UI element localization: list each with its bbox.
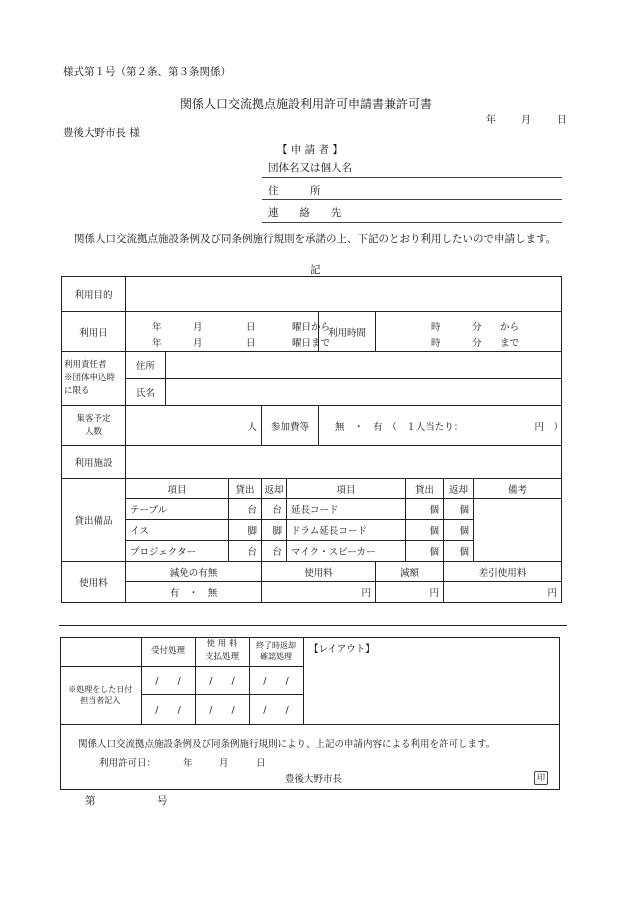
reception-date-2[interactable]: / / bbox=[141, 694, 195, 724]
applicant-contact-label: 連 絡 先 bbox=[268, 207, 342, 219]
fee-label: 参加費等 bbox=[262, 406, 319, 446]
return-date-1[interactable]: / / bbox=[249, 666, 303, 694]
applicant-contact-line bbox=[262, 222, 562, 223]
attendance-field[interactable]: 人 bbox=[126, 406, 262, 446]
rental-header-lend1: 貸出 bbox=[229, 479, 262, 499]
rental-header-item1: 項目 bbox=[126, 479, 229, 499]
rental-header-lend2: 貸出 bbox=[406, 479, 444, 499]
office-note-header bbox=[60, 637, 141, 666]
attendance-label bbox=[62, 406, 126, 446]
usage-fee-value-row bbox=[62, 582, 562, 603]
layout-label: 【レイアウト】 bbox=[309, 644, 375, 655]
rental-return1[interactable]: 台 bbox=[262, 541, 287, 562]
fee-field[interactable]: 無 ・ 有 （ １人当たり： 円 ） bbox=[319, 406, 562, 446]
return-date-2[interactable]: / / bbox=[249, 694, 303, 724]
time-to-suffix: まで bbox=[500, 337, 520, 349]
rental-remarks-field[interactable] bbox=[474, 499, 562, 562]
seal-mark: 印 bbox=[534, 771, 548, 785]
fee-header-usage: 使用料 bbox=[262, 562, 376, 582]
date-to-day: 日 bbox=[246, 337, 256, 349]
mayor-title: 豊後大野市長 bbox=[285, 774, 343, 785]
time-to-hour: 時 bbox=[431, 337, 441, 349]
number-dai: 第 bbox=[85, 795, 96, 807]
office-header-payment-line2: 支払処理 bbox=[204, 652, 239, 663]
facility-label: 利用施設 bbox=[62, 446, 126, 479]
fee-header-reduction: 減額 bbox=[376, 562, 444, 582]
permit-year: 年 bbox=[183, 758, 193, 769]
rental-item2: 延長コード bbox=[287, 499, 406, 520]
fee-header-exemption: 減免の有無 bbox=[126, 562, 262, 582]
office-header-return bbox=[249, 637, 303, 666]
purpose-field[interactable] bbox=[126, 277, 562, 312]
responsible-address-label: 住所 bbox=[126, 352, 166, 379]
rental-lend1[interactable]: 台 bbox=[229, 499, 262, 520]
date-from-year: 年 bbox=[152, 321, 162, 333]
number-go: 号 bbox=[157, 795, 168, 807]
rental-item1: プロジェクター bbox=[126, 541, 229, 562]
rental-lend1[interactable]: 台 bbox=[229, 541, 262, 562]
rental-lend2[interactable]: 個 bbox=[406, 520, 444, 541]
office-header-payment-line1: 使 用 料 bbox=[206, 639, 238, 650]
rental-item1: イス bbox=[126, 520, 229, 541]
rental-return2[interactable]: 個 bbox=[444, 499, 474, 520]
intro-text: 関係人口交流拠点施設条例及び同条例施行規則を承諾の上、下記のとおり利用したいので申請します。 bbox=[74, 233, 557, 245]
attendance-label-line1: 集客予定 bbox=[76, 413, 111, 424]
date-to-year: 年 bbox=[152, 337, 162, 349]
usage-fee-header-row bbox=[62, 562, 562, 582]
rental-item2: ドラム延長コード bbox=[287, 520, 406, 541]
time-to-minute: 分 bbox=[472, 337, 482, 349]
rental-header-return2: 返却 bbox=[444, 479, 474, 499]
rental-item2: マイク・スピーカー bbox=[287, 541, 406, 562]
applicant-address-line bbox=[262, 199, 562, 200]
date-field[interactable] bbox=[126, 312, 331, 352]
rental-header-return1: 返却 bbox=[262, 479, 287, 499]
responsible-name-row bbox=[62, 379, 562, 406]
time-from-suffix: から bbox=[500, 321, 520, 333]
responsible-label-line2: ※団体申込時 bbox=[64, 373, 116, 383]
payment-date-2[interactable]: / / bbox=[195, 694, 249, 724]
office-note-line1: ※処理をした日付 bbox=[68, 685, 133, 694]
time-label: 利用時間 bbox=[319, 312, 376, 352]
office-header-return-line1: 終了時返却 bbox=[256, 641, 296, 651]
fee-header-net: 差引使用料 bbox=[444, 562, 562, 582]
date-from-month: 月 bbox=[193, 321, 203, 333]
responsible-address-row bbox=[62, 352, 562, 379]
responsible-label-line3: に限る bbox=[64, 386, 90, 396]
form-label: 様式第１号（第２条、第３条関係） bbox=[63, 66, 231, 78]
date-from-weekday: 曜日から bbox=[292, 321, 331, 333]
date-year: 年 bbox=[486, 115, 496, 126]
facility-field[interactable] bbox=[126, 446, 562, 479]
rental-lend1[interactable]: 脚 bbox=[229, 520, 262, 541]
applicant-name-line bbox=[262, 177, 562, 178]
applicant-name-label: 団体名又は個人名 bbox=[268, 162, 352, 174]
attendance-label-line2: 人数 bbox=[84, 426, 102, 437]
office-process-table bbox=[60, 637, 304, 725]
date-month: 月 bbox=[521, 115, 531, 126]
permit-day: 日 bbox=[256, 758, 266, 769]
rental-lend2[interactable]: 個 bbox=[406, 541, 444, 562]
addressee: 豊後大野市長 様 bbox=[63, 127, 140, 139]
office-header-return-line2: 確認処理 bbox=[260, 652, 292, 662]
office-section bbox=[60, 637, 560, 790]
applicant-address-label: 住 所 bbox=[268, 185, 321, 197]
rental-label: 貸出備品 bbox=[62, 479, 126, 562]
rental-return1[interactable]: 脚 bbox=[262, 520, 287, 541]
permit-month: 月 bbox=[219, 758, 229, 769]
applicant-heading: 【 申 請 者 】 bbox=[277, 144, 343, 156]
time-from-hour: 時 bbox=[431, 321, 441, 333]
rental-return1[interactable]: 台 bbox=[262, 499, 287, 520]
usage-fee-label: 使用料 bbox=[62, 562, 126, 603]
fee-usage-value[interactable]: 円 bbox=[262, 582, 376, 603]
date-label: 利用日 bbox=[62, 312, 126, 352]
fee-reduction-value[interactable]: 円 bbox=[376, 582, 444, 603]
office-divider bbox=[59, 625, 567, 626]
responsible-address-field[interactable] bbox=[166, 352, 562, 379]
document-title: 関係人口交流拠点施設利用許可申請書兼許可書 bbox=[180, 97, 433, 111]
responsible-name-field[interactable] bbox=[166, 379, 562, 406]
responsible-label bbox=[62, 352, 126, 406]
rental-header-item2: 項目 bbox=[287, 479, 406, 499]
purpose-row bbox=[62, 277, 562, 312]
facility-row bbox=[62, 446, 562, 479]
rental-header-remarks: 備考 bbox=[474, 479, 562, 499]
rental-header-row bbox=[62, 479, 562, 499]
permit-text: 関係人口交流拠点施設条例及び同条例施行規則により、上記の申請内容による利用を許可します。 bbox=[78, 739, 496, 750]
date-day: 日 bbox=[557, 115, 567, 126]
permit-date-label: 利用許可日： bbox=[99, 758, 157, 769]
responsible-label-line1: 利用責任者 bbox=[64, 360, 107, 370]
time-from-minute: 分 bbox=[472, 321, 482, 333]
attendance-row bbox=[62, 406, 562, 446]
office-header-reception: 受付処理 bbox=[141, 637, 195, 666]
date-row bbox=[62, 312, 562, 352]
rental-lend2[interactable]: 個 bbox=[406, 499, 444, 520]
responsible-name-label: 氏名 bbox=[126, 379, 166, 406]
ki-label: 記 bbox=[310, 264, 321, 276]
purpose-label: 利用目的 bbox=[62, 277, 126, 312]
date-to-month: 月 bbox=[193, 337, 203, 349]
fee-exemption-value[interactable]: 有 ・ 無 bbox=[126, 582, 262, 603]
rental-item1: テーブル bbox=[126, 499, 229, 520]
payment-date-1[interactable]: / / bbox=[195, 666, 249, 694]
office-note-line2: 担当者記入 bbox=[80, 696, 121, 705]
rental-row bbox=[62, 499, 562, 520]
date-to-weekday: 曜日まで bbox=[292, 337, 331, 349]
reception-date-1[interactable]: / / bbox=[141, 666, 195, 694]
time-field[interactable] bbox=[376, 312, 562, 352]
date-from-day: 日 bbox=[246, 321, 256, 333]
office-note bbox=[60, 666, 141, 724]
application-table bbox=[61, 276, 562, 603]
fee-net-value[interactable]: 円 bbox=[444, 582, 562, 603]
rental-return2[interactable]: 個 bbox=[444, 541, 474, 562]
office-header-payment bbox=[195, 637, 249, 666]
permit-divider bbox=[61, 724, 559, 725]
rental-return2[interactable]: 個 bbox=[444, 520, 474, 541]
